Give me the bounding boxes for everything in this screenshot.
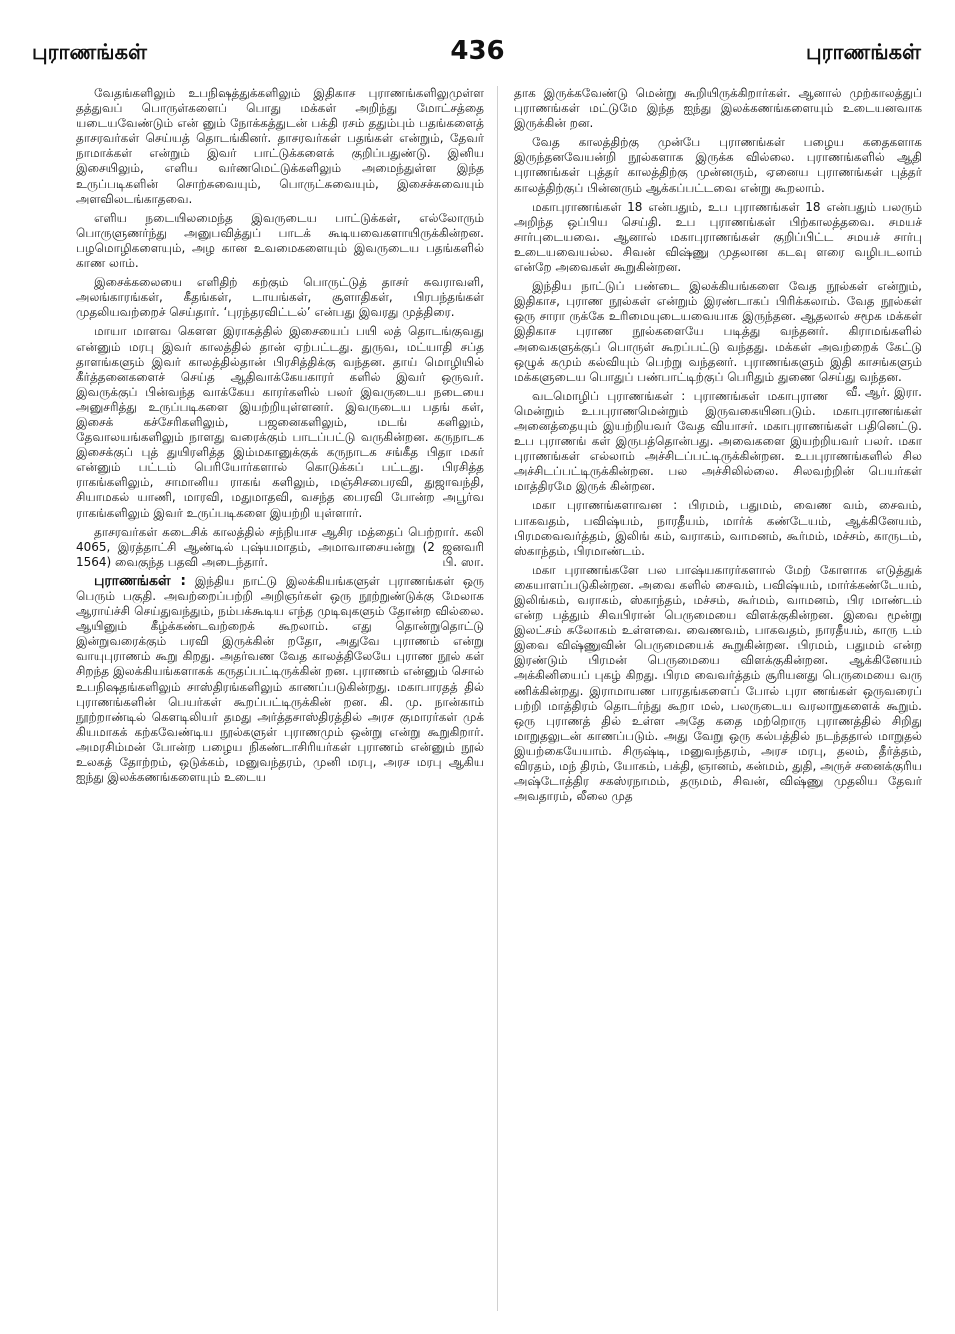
author-signature: பி. ஸா. <box>442 554 484 569</box>
running-head-right: புராணங்கள் <box>806 40 921 64</box>
paragraph: வடமொழிப் புராணங்கள் : புராணங்கள் மகாபுராண மென்றும் உபபுராணமென்றும் இருவகையினபடும். மகாபுராணங்கள் அனைத்தையும் இயற்றியவர் வேத வியாசர். மகாபுராணங்கள் பதினெட்டு. உப புராணங் கள் இருபத்தொன்பது. அவைகளை இயற்றியவர் பலர். மகா புராணங்கள் எல்லாம் அச்சிடப்பட்டிருக்கின்றன. உபபுராணங்களில் சில அச்சிடப்பட்டிருக்கின்றன. பல அச்சிலில்லை. சிலவற்றின் பெயர்கள் மாத்திரமே இருக் கின்றன. <box>514 388 922 494</box>
paragraph: மாயா மாளவ கௌள இராகத்தில் இசையைப் பயி லத் தொடங்குவது என்னும் மரபு இவர் காலத்தில் தான் ஏற்பட்டது. துருவ, மட்யாதி சப்த தாளங்களும் இவர் காலத்தில்தான் பிரசித்திக்கு வந்தன. தாய் மொழியில் கீர்த்தனைகளைச் செய்த ஆதிவாக்கேயகாரர் களில் இவர் ஒருவர். இவருக்குப் பின்வந்த வாக்கேய காரர்களில் பலர் இவருடைய நடையை அனுசரித்து உருப்படிகளை இயற்றியுள்ளனர். இவருடைய பதங் கள், இசைக் கச்சேரிகளிலும், பஜனைகளிலும், மடங் களிலும், தேவாலயங்களிலும் நாளது வரைக்கும் பாடப்பட்டு வருகின்றன. கருநாடக இசைக்குப் புத் துயிரளித்த இம்மகானுக்குக் கருநாடக சங்கீத பிதா மகர் என்னும் பட்டம் பெரியோர்களால் கொடுக்கப் பட்டது. பிரசித்த ராகங்களிலும், சாமானிய ராகங் களிலும், மஞ்சிசபைரவி, துஜாவந்தி, சியாமகல் யாணி, மாரவி, மதுமாதவி, வசந்த பைரவி போன்ற அபூர்வ ராகங்களிலும் இவர் உருப்படிகளை இயற்றி யுள்ளார். <box>76 324 484 520</box>
text-columns <box>76 86 922 1316</box>
paragraph: வேதங்களிலும் உபநிஷத்துக்களிலும் இதிகாச புராணங்களிலுமுள்ள தத்துவப் பொருள்களைப் பொது மக்கள் அறிந்து மோட்சத்தை யடையவேண்டும் என் னும் நோக்கத்துடன் பக்தி ரசம் ததும்பும் பதங்களைத் தாசரவர்கள் செய்யத் தொடங்கினர். தாசரவர்கள் பதங்கள் என்றும், தேவர் நாமாக்கள் என்றும் இவர் பாட்டுக்களைக் குறிப்பதுண்டு. இனிய இசையிலும், எளிய வர்ணமெட்டுக்களிலும் அமைந்துள்ள இந்த உருப்படிகளின் சொற்சுவையும், பொருட்சுவையும், இசைச்சுவையும் அளவிலடங்காதவை. <box>76 86 484 206</box>
paragraph: மகா புராணங்களாவன : பிரமம், பதுமம், வைண வம், சைவம், பாகவதம், பவிஷ்யம், நாரதீயம், மார்க் கண்டேயம், ஆக்கினேயம், பிரமவைவர்த்தம், இலிங் கம், வராகம், வாமனம், கூர்மம், மச்சம், காருடம், ஸ்காந்தம், பிரமாண்டம். <box>514 498 922 558</box>
entry-paragraph <box>76 574 484 785</box>
paragraph <box>76 525 484 570</box>
page-number: 436 <box>450 36 505 66</box>
entry-text: இந்திய நாட்டு இலக்கியங்களுள் புராணங்கள் ஒரு பெரும் பகுதி. அவற்றைப்பற்றி அறிஞர்கள் ஒரு நூற்றுண்டுக்கு மேலாக ஆராய்ச்சி செய்துவந்தும், நம்பக்கூடிய எந்த முடிவுகளும் தோன்ற வில்லை. ஆயினும் கீழ்க்கண்டவற்றைக் கூறலாம். எது தொன்றுதொட்டு இன்றுவரைக்கும் பரவி இருக்கின் றதோ, அதுவே புராணம் என்று வாயுபுராணம் கூறு கிறது. அதர்வண வேத காலத்திலேயே புராண நூல் கள் சிறந்த இலக்கியங்களாகக் கருதப்பட்டிருக்கின் றன. புராணம் என்னும் சொல் உபநிஷதங்களிலும் சாஸ்திரங்களிலும் காணப்படுகின்றது. மகாபாரதத் தில் புராணங்களின் பெயர்கள் கூறப்பட்டிருக்கின் றன. கி. மு. நான்காம் நூற்றாண்டில் கௌடிலியர் தமது அர்த்தசாஸ்திரத்தில் அரச குமாரர்கள் முக் கியமாகக் கற்கவேண்டிய நூல்களுள் புராணமும் ஒன்று என்று கூறுகிறார். அமரசிம்மன் போன்ற பழைய நிகண்டாசிரியர்கள் புராணம் என்னும் நூல் உலகத் தோற்றம், ஒடுக்கம், மனுவந்தரம், முனி மரபு, அரச மரபு ஆகிய ஐந்து இலக்கணங்களையும் உடைய <box>76 573 484 785</box>
right-column <box>514 86 922 1316</box>
paragraph: வேத காலத்திற்கு முன்பே புராணங்கள் பழைய கதைகளாக இருந்தனவேயன்றி நூல்களாக இருக்க வில்லை. புராணங்களில் ஆதி புராணங்கள் புத்தர் காலத்திற்கு முன்னரும், ஏனைய புராணங்கள் புத்தர் காலத்திற்குப் பின்னரும் ஆக்கப்பட்டவை என்று கூறலாம். <box>514 135 922 195</box>
paragraph: தாக இருக்கவேண்டு மென்று கூறியிருக்கிறார்கள். ஆனால் முற்காலத்துப் புராணங்கள் மட்டுமே இந்த ஐந்து இலக்கணங்களையும் உடையனவாக இருக்கின் றன. <box>514 86 922 131</box>
page-header <box>0 0 955 80</box>
paragraph: மகா புராணங்களே பல பாஷ்யகாரர்களால் மேற் கோளாக எடுத்துக் கையாளப்படுகின்றன. அவை களில் சைவம், பவிஷ்யம், மார்க்கண்டேயம், இலிங்கம், வராகம், ஸ்காந்தம், மச்சம், கூர்மம், வாமனம், பிர மாண்டம் என்ற பத்தும் சிவபிரான் பெருமையை விளக்குகின்றன. இவை மூன்று இலட்சம் சுலோகம் உள்ளவை. வைணவம், பாகவதம், நாரதீயம், காரு டம் இவை விஷ்ணுவின் பெருமையைக் கூறுகின்றன. பிரமம், பதுமம் என்ற இரண்டும் பிரமன் பெருமையை விளக்குகின்றன. ஆக்கினேயம் அக்கினியைப் புகழ் கிறது. பிரம வைவர்த்தம் சூரியனது பெருமையை வரு ணிக்கின்றது. இராமாயண பாரதங்களைப் போல் புரா ணங்கள் ஒருவரைப் பற்றி மாத்திரம் தொடர்ந்து கூறா மல், பலருடைய வரலாறுகளைக் கூறும். ஒரு புராணத் தில் உள்ள அதே கதை மற்றொரு புராணத்தில் சிறிது மாறுதலுடன் காணப்படும். அது வேறு ஒரு கல்பத்தில் நடந்ததால் மாறுதல் இயற்கையேயாம். சிருஷ்டி, மனுவந்தரம், அரச மரபு, தலம், தீர்த்தம், விரதம், மந் திரம், யோகம், பக்தி, ஞானம், கன்மம், துதி, அருச் சனைக்குரிய அஷ்டோத்திர சகஸ்ரநாமம், தருமம், சிவன், விஷ்ணு முதலிய தேவர் அவதாரம், லீலை முத <box>514 562 922 804</box>
entry-headword: புராணங்கள் : <box>94 572 186 589</box>
paragraph-text: தாசரவர்கள் கடைசிக் காலத்தில் சந்நியாச ஆசிர மத்தைப் பெற்றார். கலி 4065, இரத்தாட்சி ஆண்டில் புஷ்யமாதம், அமாவாசையன்று (2 ஜனவரி 1564) வைகுந்த பதவி அடைந்தார். <box>76 524 484 569</box>
running-head-left: புராணங்கள் <box>32 40 147 64</box>
paragraph: எளிய நடையிலமைந்த இவருடைய பாட்டுக்கள், எல்லோரும் பொருளுணர்ந்து அனுபவித்துப் பாடக் கூடியவைகளாயிருக்கின்றன. பழமொழிகளையும், அழ கான உவமைகளையும் இவருடைய பதங்களில் காண லாம். <box>76 210 484 271</box>
paragraph <box>514 279 922 399</box>
left-column <box>76 86 484 1316</box>
paragraph: மகாபுராணங்கள் 18 என்பதும், உப புராணங்கள் 18 என்பதும் பலரும் அறிந்த ஒப்பிய செய்தி. உப புராணங்கள் பிற்காலத்தவை. சமயச் சார்புடையவை. ஆனால் மகாபுராணங்கள் குறிப்பிட்ட சமயச் சார்பு உடையவையல்ல. சிவன் விஷ்ணு முதலான கடவு ளரை வழிபடலாம் என்றே அவைகள் கூறுகின்றன. <box>514 199 922 275</box>
paragraph-text: இந்திய நாட்டுப் பண்டை இலக்கியங்களை வேத நூல்கள் என்றும், இதிகாச, புராண நூல்கள் என்றும் இரண்டாகப் பிரிக்கலாம். வேத நூல்கள் ஒரு சாரா ருக்கே உரிமையுடையவையாக இருந்தன. ஆதலால் சமூக மக்கள் இதிகாச புராண நூல்களையே படித்து வந்தனர். கிராமங்களில் அவைகளுக்குப் பொருள் கூறப்பட்டு வந்தது. மக்கள் அவற்றைக் கேட்டு ஒழுக் கமும் கல்வியும் பெற்று வந்தனர். புராணங்களும் இதி காசங்களும் மக்களுடைய பொதுப் பண்பாட்டிற்குப் பெரிதும் துணை செய்து வந்தன. <box>514 279 922 384</box>
author-signature: வீ. ஆர். இரா. <box>845 384 922 399</box>
paragraph: இசைக்கலையை எளிதிற் கற்கும் பொருட்டுத் தாசர் சுவராவளி, அலங்காரங்கள், கீதங்கள், டாயங்கள், சூளாதிகள், பிரபந்தங்கள் முதலியவற்றைச் செய்தார். ‘புரந்தரவிட்டல்’ என்பது இவரது முத்திரை. <box>76 275 484 320</box>
